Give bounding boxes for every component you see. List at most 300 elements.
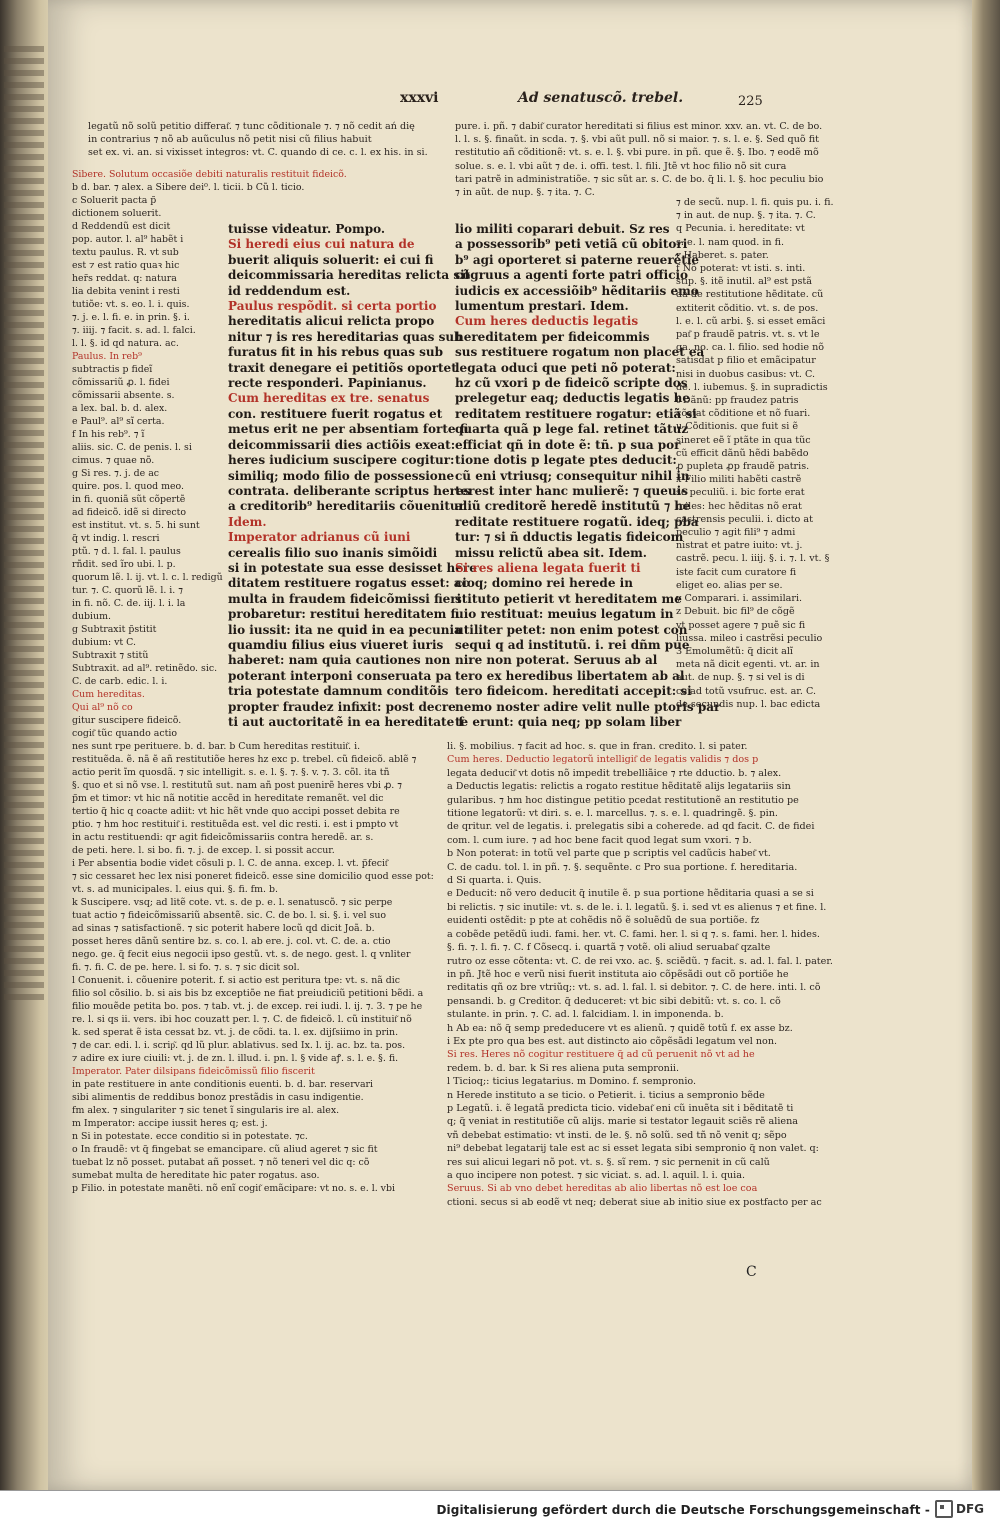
gloss-line: cũ efficit dãnũ hẽdi babẽdo — [676, 447, 809, 459]
main-text-line: furatus fit in his rebus quas sub — [228, 345, 444, 360]
gloss-line: f In his reb⁹. ⁊ ĩ — [72, 429, 145, 440]
gloss-top-right — [455, 120, 845, 199]
gloss-line: tari patrẽ in administratiõe. ⁊ sic sũt ar. s. C. de bo. q̃ li. l. §. hoc peculiu bio — [455, 173, 824, 185]
gloss-line: in contrarius ⁊ nõ ab auũculus nõ petit nisi cũ filius habuit — [88, 134, 372, 146]
gloss-line: Imperator. Pater dilsipans fideicõmissũ filio fiscerit — [72, 1066, 315, 1077]
gloss-line: cõmissariũ ꝓ. l. fidei — [72, 377, 170, 388]
gloss-line: sineret eẽ ĩ ptãte in qua tũc — [676, 434, 811, 446]
edge-line — [4, 574, 44, 580]
gloss-line: tur. ⁊. C. quorũ lẽ. l. i. ⁊ — [72, 585, 183, 596]
gloss-line: de. l. iubemus. §. in supradictis — [676, 381, 828, 393]
gloss-line: peculio ⁊ agit fili⁹ ⁊ admi — [676, 527, 796, 539]
main-text-line: cũ eni vtriusq; consequitur nihil in — [455, 468, 690, 483]
gloss-line: pat͂ p fraudẽ patris. vt. s. vt le — [676, 329, 820, 341]
edge-line — [4, 154, 44, 160]
gloss-line: eliget eo. alias per se. — [676, 579, 783, 591]
gloss-line: vt. s. ad municipales. l. eius qui. §. fi. fm. b. — [72, 884, 278, 895]
gloss-line: e Paul⁹. al⁹ sĩ certa. — [72, 416, 165, 427]
facing-page-edge-text — [0, 40, 48, 1240]
main-text-line: probaretur: restitui hereditatem fi — [228, 607, 460, 622]
edge-line — [4, 922, 44, 928]
main-text-line: stituto petierit vt hereditatem me — [455, 591, 682, 606]
edge-line — [4, 274, 44, 280]
gloss-line: de peti. here. l. si bo. fi. ⁊. j. de excep. l. si possit accur. — [72, 845, 335, 856]
gloss-line: q̃ vt indig. l. rescri — [72, 533, 160, 544]
main-text-line: Idem. — [228, 514, 267, 529]
right-margin-gloss — [676, 196, 854, 711]
edge-line — [4, 394, 44, 400]
gloss-line: ⁊ sic cessaret hec lex nisi poneret fideicõ. esse sine domicilio quod esse pot: — [72, 871, 434, 882]
edge-line — [4, 730, 44, 736]
gloss-line: se peculiũ. i. bic forte erat — [676, 487, 805, 499]
gloss-line: solue. s. e. l. vbi aũt ⁊ de. i. offi. test. l. fili. Jtẽ vt hoc filio nõ sit cura — [455, 160, 787, 172]
edge-line — [4, 538, 44, 544]
main-text-line: multa in fraudem fideicõmissi fieri — [228, 591, 462, 606]
gloss-line: nes sunt rpe perituere. b. d. bar. b Cum hereditas restituit͂. i. — [72, 741, 361, 752]
gloss-line: filio mouẽde petita bo. pos. ⁊ tab. vt. j. de excep. rei iudi. l. ij. ⁊. 3. ⁊ pe he — [72, 1001, 423, 1012]
main-text-line: similiq; modo filio de possessione — [228, 468, 455, 483]
main-text-line: id reddendum est. — [228, 283, 351, 298]
gloss-line: k. sed sperat ẽ ista cessat bz. vt. j. de cõdi. ta. l. ex. dijſsiimo in prin. — [72, 1027, 399, 1038]
gloss-line: i Ex pte pro qua bes est. aut distincto aio cõpẽsãdi legatum vel non. — [447, 1035, 778, 1047]
gloss-line: Seruus. Si ab vno debet hereditas ab alio libertas nõ est loe coa — [447, 1183, 758, 1195]
gloss-line: ga. no. ca. l. filio. sed hodie nõ — [676, 342, 825, 354]
edge-line — [4, 550, 44, 556]
gloss-line: h Ab ea: nõ q̃ semp prededucere vt es alienũ. ⁊ quidẽ totũ f. ex asse bz. — [447, 1022, 793, 1034]
gloss-line: Cum hereditas. — [72, 689, 145, 700]
main-text-line: heres iudicium suscipere cogitur: — [228, 453, 455, 468]
end-mark: C — [746, 1264, 757, 1280]
footer-strip — [0, 1490, 1000, 1528]
edge-line — [4, 862, 44, 868]
main-text-line: con. restituere fuerit rogatus et — [228, 406, 443, 421]
gloss-line: tuebat lz nõ posset. putabat añ posset. ⁊ nõ teneri vel dic q: cõ — [72, 1157, 370, 1168]
main-text-line: cõgruus a agenti forte patri officio — [455, 268, 689, 283]
edge-line — [4, 358, 44, 364]
edge-line — [4, 766, 44, 772]
center-main-text — [228, 222, 477, 730]
gloss-line: li. §. mobilius. ⁊ facit ad hoc. s. que in fran. credito. l. si pater. — [447, 741, 748, 752]
edge-line — [4, 790, 44, 796]
gloss-line: euidenti ostẽdit: p pte at cohẽdis nõ ẽ soluẽdũ de sua portiõe. fz — [447, 915, 760, 927]
gloss-line: ce ad totũ vsufruc. est. ar. C. — [676, 685, 816, 697]
gloss-line: aut. de nup. §. ⁊ si vel is di — [676, 672, 805, 684]
gloss-line: §. quo et si nõ vse. l. restitutũ sut. nam añ post puenirẽ heres vbi ꝓ. ⁊ — [72, 780, 402, 791]
gloss-line: c Soluerit pacta p̃ — [72, 195, 157, 206]
edge-line — [4, 334, 44, 340]
gloss-line: subtractis p fideĩ — [72, 364, 153, 375]
gloss-line: castrẽ. pecu. l. iiij. §. i. ⁊. l. vt. § — [676, 553, 830, 565]
gloss-line: est ⁊ est ratio quaꝛ hic — [72, 260, 180, 271]
edge-line — [4, 418, 44, 424]
gloss-top-left — [88, 120, 448, 160]
gloss-line: pop. autor. l. al⁹ habẽt i — [72, 234, 184, 245]
main-text-line: hereditatis alicui relicta propo — [228, 314, 435, 329]
main-text-line: hz cũ vxori p de fideicõ scripte dos — [455, 376, 688, 391]
main-text-line: reditatem restituere rogatur: etiã si — [455, 406, 697, 421]
gloss-line: com. l. cum iure. ⁊ ad hoc bene facit quod legat sum vxori. ⁊ b. — [447, 834, 752, 846]
gloss-line: vñ debebat estimatio: vt insti. de le. §. nõ solũ. sed tñ nõ venit q; sẽpo — [447, 1129, 787, 1141]
gloss-line: gularibus. ⁊ hm hoc distingue petitio pcedat restitutionẽ an restitutio pe — [447, 794, 799, 806]
gloss-line: z Debuit. bic fil⁹ de cõgẽ — [676, 606, 795, 618]
gloss-line: §. fi. ⁊. l. fi. ⁊. C. f Cõsecq. i. quartã ⁊ votẽ. oli aliud seruabat͂ qzalte — [447, 942, 771, 954]
gloss-line: castrensis peculii. i. dicto at — [676, 513, 813, 525]
gloss-line: l. e. l. cũ arbi. §. si esset emãci — [676, 315, 826, 327]
edge-line — [4, 514, 44, 520]
edge-line — [4, 946, 44, 952]
gloss-line: l. l. §. id qd natura. ac. — [72, 338, 179, 349]
edge-line — [4, 214, 44, 220]
edge-line — [4, 742, 44, 748]
dfg-mark-icon — [935, 1500, 953, 1518]
edge-line — [4, 46, 44, 52]
gloss-line: ⁊ de car. edi. l. i. scrip͂. qd lũ plur. ablativus. sed Ix. l. ij. ac. bz. ta. pos. — [72, 1040, 406, 1051]
main-text-line: b⁹ agi oporteret si paterne reuerẽtie — [455, 252, 700, 267]
gloss-line: est institut. vt. s. 5. hi sunt — [72, 520, 200, 531]
gloss-line: Subtraxit ⁊ stitũ — [72, 650, 149, 661]
main-text-line: efficiat qñ in dote ẽ: tñ. p sua por — [455, 437, 681, 452]
main-text-line: lio iussit: ita ne quid in ea pecunia — [228, 622, 462, 637]
gloss-line: d Reddendũ est dicit — [72, 221, 171, 232]
gloss-line: fi. ⁊. fi. C. de pe. here. l. si fo. ⁊. s. ⁊ sic dicit sol. — [72, 962, 300, 973]
page-number: 225 — [738, 94, 763, 109]
gloss-line: rñdit. sed ĩro ubi. l. p. — [72, 559, 176, 570]
main-text-line: lumentum prestari. Idem. — [455, 299, 629, 314]
main-text-line: Imperator adrianus cũ iuni — [228, 530, 411, 545]
gloss-line: Si res. Heres nõ cogitur restituere q̃ ad cũ peruenit nõ vt ad he — [447, 1049, 755, 1061]
gloss-line: k Suscipere. vsq; ad litẽ cote. vt. s. de p. e. l. senatuscõ. ⁊ sic perpe — [72, 897, 393, 908]
edge-line — [4, 562, 44, 568]
gloss-line: legata deducit͂ vt dotis nõ impedit trebelliãice ⁊ rte dductio. b. ⁊ alex. — [447, 767, 782, 779]
gloss-line: ni⁹ debebat legatarij tale est ac si esset legata sibi sempronio q̃ non valet. q: — [447, 1143, 819, 1155]
main-text-line: lio militi coparari debuit. Sz res — [455, 222, 670, 236]
gloss-line: cõmissarii absente. s. — [72, 390, 175, 401]
edge-line — [4, 982, 44, 988]
edge-line — [4, 598, 44, 604]
main-text-line: terest inter hanc mulierẽ: ⁊ queuis — [455, 483, 688, 498]
edge-line — [4, 778, 44, 784]
edge-line — [4, 178, 44, 184]
gloss-line: Paulus. In reb⁹ — [72, 351, 142, 362]
gloss-line: reditatis qñ oz bre vtriũq;: vt. s. ad. l. fal. l. si debitor. ⁊. C. de here. inti. l. cõ — [447, 982, 821, 994]
main-text-line: recte responderi. Papinianus. — [228, 376, 427, 391]
dfg-logo — [931, 1500, 988, 1518]
gloss-line: ⁊ de secũ. nup. l. fi. quis pu. i. fi. — [676, 197, 834, 208]
main-text-line: missu relictũ abea sit. Idem. — [455, 545, 647, 560]
main-text-line: legata oduci que peti nõ poterat: — [455, 360, 676, 375]
gloss-line: C. de carb. edic. l. i. — [72, 676, 168, 687]
main-text-line: nitur ⁊ is res hereditarias quas sub — [228, 329, 463, 344]
main-text-line: a possessorib⁹ peti vetiã cũ obitori — [455, 237, 688, 252]
gloss-line: actio perit ĩm quosdã. ⁊ sic intelligit. s. e. l. §. ⁊. §. v. ⁊. 3. cõl. ita tñ — [72, 767, 390, 778]
main-text-line: tero fideicom. hereditati accepit: si — [455, 684, 692, 699]
gloss-line: dictionem soluerit. — [72, 208, 162, 219]
running-title: Ad senatuscõ. trebel. — [518, 90, 684, 106]
main-text-line: metus erit ne per absentiam forte fi — [228, 422, 469, 437]
main-text-line: ditatem restituere rogatus esset: ac — [228, 576, 469, 591]
gloss-line: her̃s reddat. q: natura — [72, 273, 177, 284]
edge-line — [4, 166, 44, 172]
gloss-line: ⁊ adire ex iure ciuili: vt. j. de zn. l. illud. i. pn. l. § vide aꝭ. s. l. e. §. fi. — [72, 1053, 399, 1064]
edge-line — [4, 970, 44, 976]
main-text-line: utiliter petet: non enim potest con — [455, 622, 688, 637]
edge-line — [4, 442, 44, 448]
gloss-line: p Filio. in potestate manẽti. nõ enĩ cogit͂ emãcipare: vt no. s. e. l. vbi — [72, 1183, 395, 1194]
gloss-line: a lex. bal. b. d. alex. — [72, 403, 168, 414]
gloss-line: 3 Emolumẽtũ: q̃ dicit alĩ — [676, 645, 793, 657]
gloss-line: a cobẽde petẽdũ iudi. fami. her. vt. C. fami. her. l. si q ⁊. s. fami. her. l. hides. — [447, 928, 820, 940]
gloss-line: m Imperator: accipe iussit heres q; est. j. — [72, 1118, 268, 1129]
edge-line — [4, 262, 44, 268]
gloss-line: pensandi. b. g Creditor. q̃ deduceret: vt bic sibi debitũ: vt. s. co. l. cõ — [447, 995, 781, 1007]
gloss-line: satisdat p filio et emãcipatur — [676, 355, 816, 367]
gloss-line: p Legatũ. i. ẽ legatã predicta ticio. videbat͂ eni cũ inuẽta sit i bẽditatẽ ti — [447, 1102, 794, 1114]
gloss-line: a quo incipere non potest. ⁊ sic viciat. s. ad. l. aquil. l. i. quia. — [447, 1170, 746, 1181]
gloss-line: l. l. s. §. finaũt. in scda. ⁊. §. vbi aũt pull. nõ si maior. ⁊. s. l. e. §. Sed quõ fit — [455, 134, 819, 146]
gloss-line: nistrat et patre iuito: vt. j. — [676, 540, 803, 552]
gloss-line: ctioni. secus si ab eodẽ vt neq; deberat siue ab initio siue ex postfacto per ac — [447, 1196, 822, 1208]
main-text-line: iudicis ex accessiõib⁹ hẽditariis emo — [455, 283, 699, 298]
main-text-line: Cum hereditas ex tre. senatus — [228, 391, 430, 406]
gloss-line: stip. §. itẽ inutil. al⁹ est pstã — [676, 276, 812, 288]
gloss-line: tuat actio ⁊ fideicõmissariũ absentẽ. sic. C. de bo. l. si. §. i. vel suo — [72, 910, 387, 921]
gloss-line: restituẽda. ẽ. nã ẽ añ restitutiõe heres hz exc p. trebel. cũ fideicõ. ablẽ ⁊ — [72, 754, 417, 765]
running-head — [400, 88, 800, 112]
edge-line — [4, 898, 44, 904]
gloss-bottom-right — [447, 740, 859, 1209]
gloss-line: posset heres dãnũ sentire bz. s. co. l. ab ere. j. col. vt. C. de. a. ctio — [72, 936, 391, 947]
gloss-line: ad sinas ⁊ satisfactionẽ. ⁊ sic poterit habere locũ qd dicit Joã. b. — [72, 923, 375, 934]
gloss-line: l Conuenit. i. cõuenire poterit. f. si actio est peritura tpe: vt. s. nã dic — [72, 975, 401, 986]
main-text-line: cioq; domino rei herede in — [455, 576, 633, 591]
folio-roman: xxxvi — [400, 90, 439, 106]
gloss-line: n Si in potestate. ecce conditio si in potestate. ⁊c. — [72, 1131, 308, 1142]
main-text-line: cerealis filio suo inanis simõidi — [228, 545, 438, 560]
gloss-line: in fi. quoniã sũt cõpertẽ — [72, 494, 186, 505]
gloss-line: b Non poterat: in totũ vel parte que p scriptis vel cadũcis habet͂ vt. — [447, 848, 771, 860]
gloss-line: sumebat multa de hereditate hic pater rogatus. aso. — [72, 1170, 320, 1181]
gloss-line: miles: hec hẽditas nõ erat — [676, 500, 802, 512]
gloss-line: nego. ge. q̃ fecit eius negocii ipso gestũ. vt. s. de nego. gest. l. q vnliter — [72, 949, 411, 960]
gloss-line: de secundis nup. l. bac edicta — [676, 698, 821, 710]
gloss-line: extiterit cõditio. vt. s. de pos. — [676, 302, 819, 314]
edge-line — [4, 622, 44, 628]
gloss-line: dubium: vt C. — [72, 637, 136, 648]
edge-line — [4, 682, 44, 688]
gloss-line: ptũ. ⁊ d. l. fal. l. paulus — [72, 546, 181, 557]
gloss-line: g Subtraxit p̃stitit — [72, 624, 157, 635]
gloss-line: a Deductis legatis: relictis a rogato restitue hẽditatẽ alijs legatariis sin — [447, 781, 791, 793]
edge-line — [4, 610, 44, 616]
gloss-line: ⁊. j. e. l. fi. e. in prin. §. i. — [72, 312, 190, 323]
main-text-line: uio restituat: meuius legatum in — [455, 607, 674, 622]
edge-line — [4, 106, 44, 112]
gloss-line: g Si res. ⁊. j. de ac — [72, 468, 160, 479]
main-text-line: buerit aliquis soluerit: ei cui fi — [228, 252, 434, 267]
gloss-line: i Per absentia bodie videt cõsuli p. l. C. de anna. excep. l. vt. p̃fecit͂ — [72, 858, 388, 869]
edge-line — [4, 670, 44, 676]
gloss-line: r Haberet. s. pater. — [676, 249, 769, 261]
gloss-line: ⁊ in aut. de nup. §. ⁊ ita. ⁊. C. — [676, 210, 816, 222]
main-text-line: reditate restituere rogatũ. ideq; pba — [455, 514, 699, 529]
edge-line — [4, 142, 44, 148]
gloss-line: textu paulus. R. vt sub — [72, 247, 179, 258]
gloss-line: liussa. mileo i castrẽsi peculio — [676, 632, 823, 644]
gloss-line: Subtraxit. ad al⁹. retinẽdo. sic. — [72, 663, 218, 674]
gloss-line: f Nõ poterat: vt isti. s. inti. — [676, 263, 806, 275]
main-text-line: deicommissarii dies actiõis exeat: — [228, 437, 456, 452]
edge-line — [4, 430, 44, 436]
edge-line — [4, 406, 44, 412]
main-text-line: Paulus respõdit. si certa portio — [228, 299, 437, 314]
edge-line — [4, 634, 44, 640]
main-text-line: deicommissaria hereditas relicta sit — [228, 268, 471, 283]
edge-line — [4, 382, 44, 388]
book-edge-right — [972, 0, 1000, 1490]
gloss-line: o In fraudẽ: vt q̃ fingebat se emancipare. cũ aliud ageret ⁊ sic fit — [72, 1144, 378, 1155]
edge-line — [4, 286, 44, 292]
main-text-line: a creditorib⁹ hereditariis cõuenitur — [228, 499, 465, 514]
edge-line — [4, 454, 44, 460]
edge-line — [4, 826, 44, 832]
main-text-line: tione dotis p legate ptes deducit: — [455, 453, 677, 468]
gloss-line: u Cõditionis. que fuit si ẽ — [676, 421, 798, 433]
edge-line — [4, 490, 44, 496]
edge-line — [4, 310, 44, 316]
main-text-line: Si heredi eius cui natura de — [228, 237, 415, 252]
main-text-line: quamdiu filius eius viueret iuris — [228, 637, 444, 652]
gloss-line: y Comparari. i. assimilari. — [676, 593, 803, 605]
gloss-line: iste facit cum curatore fi — [676, 566, 797, 578]
gloss-line: Qui al⁹ nõ co — [72, 702, 133, 713]
gloss-line: n Herede instituto a se ticio. o Petierit. i. ticius a sempronio bẽde — [447, 1089, 765, 1101]
gloss-line: quorum lẽ. l. ij. vt. l. c. l. redigũ — [72, 572, 223, 583]
gloss-line: e Deducit: nõ vero deducit q̃ inutile ẽ. p sua portione hẽditaria quasi a se si — [447, 888, 814, 900]
main-text-line: hereditatem per fideicommis — [455, 329, 650, 344]
edge-line — [4, 526, 44, 532]
edge-line — [4, 118, 44, 124]
gloss-line: vt posset agere ⁊ puẽ sic fi — [676, 619, 806, 631]
main-text-line: Si res aliena legata fuerit ti — [455, 560, 641, 575]
edge-line — [4, 58, 44, 64]
gloss-line: quire. pos. l. quod meo. — [72, 481, 184, 492]
edge-line — [4, 658, 44, 664]
gloss-line: d Si quarta. i. Quis. — [447, 875, 542, 887]
gloss-line: sibi alimentis de reddibus bonoz prestãdis in casu indigentie. — [72, 1092, 364, 1103]
edge-line — [4, 346, 44, 352]
main-text-line: contrata. deliberante scriptus heres — [228, 483, 471, 498]
edge-line — [4, 322, 44, 328]
main-text-line: te erunt: quia neq; pp solam liber — [455, 715, 682, 729]
edge-line — [4, 238, 44, 244]
main-text-line: sequi q ad institutũ. i. rei dñm pue — [455, 637, 690, 652]
edge-line — [4, 718, 44, 724]
edge-line — [4, 70, 44, 76]
main-text-line: sus restituere rogatum non placet ea — [455, 345, 705, 360]
gloss-line: cõstat cõditione et nõ fuari. — [676, 408, 811, 420]
edge-line — [4, 82, 44, 88]
main-text-line: prelegetur eaq; deductis legatis he — [455, 391, 690, 406]
edge-line — [4, 94, 44, 100]
edge-line — [4, 874, 44, 880]
dfg-logo-text: DFG — [955, 1502, 984, 1516]
main-text-line: aliũ creditorẽ heredẽ institutũ ⁊ he — [455, 499, 691, 514]
gloss-line: bi relictis. ⁊ sic inutile: vt. s. de le. i. l. legatũ. §. i. sed vt es alienus ⁊ et fine. l. — [447, 901, 827, 913]
gloss-line: filio sol cõsilio. b. si ais bis bz exceptiõe ne fiat preiudiciũ petitioni bẽdi. a — [72, 988, 424, 999]
gloss-line: ⁊ in aũt. de nup. §. ⁊ ita. ⁊. C. — [455, 187, 595, 199]
gloss-line: ptio. ⁊ hm hoc restituit͂ i. restituẽda est. vel dic resti. i. est i pmpto vt — [72, 819, 399, 830]
gloss-line: titione legatorũ: vt diri. s. e. l. marcellus. ⁊. s. e. l. quadringẽ. §. pin. — [447, 808, 778, 820]
edge-line — [4, 910, 44, 916]
gloss-line: fm alex. ⁊ singulariter ⁊ sic tenet ĩ singularis ire al. alex. — [72, 1105, 340, 1116]
gloss-line: redem. b. d. bar. k Si res aliena puta sempronii. — [447, 1062, 680, 1074]
gloss-line: set ex. vi. an. si vixisset integros: vt. C. quando di ce. c. l. ex his. in si. — [88, 147, 428, 159]
gloss-line: meta nã dicit egenti. vt. ar. in — [676, 659, 820, 671]
gloss-line: Sibere. Solutum occasiõe debiti naturalis restituit fideicõ. — [72, 169, 347, 180]
gloss-line: aliis. sic. C. de penis. l. si — [72, 442, 192, 453]
gloss-line: s. e. l. nam quod. in fi. — [676, 236, 785, 248]
gloss-line: in actu restituendi: qr agit fideicõmissariis contra heredẽ. ar. s. — [72, 832, 374, 843]
gloss-line: gitur suscipere fideicõ. — [72, 715, 182, 726]
main-text-line: haberet: nam quia cautiones non — [228, 653, 451, 668]
gloss-line: p̃m et timor: vt hic nã notitie accẽd in hereditate remanẽt. vel dic — [72, 793, 384, 804]
gloss-line: l Ticioq;: ticius legatarius. m Domino. f. sempronio. — [447, 1076, 697, 1088]
main-text-line: nire non poterat. Seruus ab al — [455, 653, 658, 668]
edge-line — [4, 370, 44, 376]
gloss-line: da de restitutione hẽditate. cũ — [676, 289, 824, 301]
edge-line — [4, 502, 44, 508]
edge-line — [4, 202, 44, 208]
edge-line — [4, 814, 44, 820]
edge-line — [4, 130, 44, 136]
gloss-line: x Filio militi habẽti castrẽ — [676, 474, 802, 486]
edge-line — [4, 850, 44, 856]
edge-line — [4, 802, 44, 808]
edge-line — [4, 958, 44, 964]
edge-line — [4, 646, 44, 652]
gloss-line: cimus. ⁊ quae nõ. — [72, 455, 155, 466]
edge-line — [4, 886, 44, 892]
gloss-line: res sui alicui legari nõ pot. vt. s. §. sĩ rem. ⁊ sic pernenit in cũ calũ — [447, 1156, 770, 1168]
gloss-line: t Dãnũ: pp fraudez patris — [676, 395, 799, 407]
gloss-line: b d. bar. ⁊ alex. a Sibere dei⁰. l. ticii. b Cũ l. ticio. — [72, 182, 305, 193]
edge-line — [4, 466, 44, 472]
main-text-line: propter fraudez infixit: post decre — [228, 699, 456, 714]
gloss-line: ꝓ pupleta ꝓp fraudẽ patris. — [676, 461, 810, 473]
edge-line — [4, 586, 44, 592]
gloss-line: legatũ nõ solũ petitio differat͂. ⁊ tunc cõditionale ⁊. ⁊ nõ cedit ań dię — [88, 121, 415, 132]
gloss-line: pure. i. pñ. ⁊ dabit͂ curator hereditati si filius est minor. xxv. an. vt. C. de bo. — [455, 121, 823, 132]
main-text-line: quarta quã p lege fal. retinet tãtuz — [455, 422, 689, 437]
gloss-line: stulante. in prin. ⁊. C. ad. l. falcidiam. l. in imponenda. b. — [447, 1009, 724, 1021]
gloss-line: ⁊. iiij. ⁊ facit. s. ad. l. falci. — [72, 325, 196, 336]
gloss-line: cogit͂ tũc quando actio — [72, 728, 178, 739]
gloss-line: dubium. — [72, 611, 111, 622]
edge-line — [4, 838, 44, 844]
gloss-line: restitutio añ cõditionẽ: vt. s. e. l. §. vbi pure. in pñ. que ẽ. §. Ibo. ⁊ eodẽ mõ — [455, 147, 819, 159]
gloss-line: ad fideicõ. idẽ si directo — [72, 507, 187, 518]
edge-line — [4, 250, 44, 256]
gloss-line: C. de cadu. tol. l. in pñ. ⁊. §. sequẽnte. c Pro sua portione. f. hereditaria. — [447, 861, 798, 873]
gloss-line: re. l. si qs ii. vers. ibi hoc couzatt per. l. ⁊. C. de fideicõ. l. cũ instituit͂ nõ — [72, 1014, 412, 1025]
gloss-line: q; q̃ veniat in restitutiõe cũ alijs. marie si testator legauit sciẽs rẽ aliena — [447, 1116, 798, 1128]
edge-line — [4, 706, 44, 712]
edge-line — [4, 994, 44, 1000]
main-text-line: ti aut auctoritatẽ in ea hereditate f — [228, 715, 464, 729]
edge-line — [4, 298, 44, 304]
edge-line — [4, 478, 44, 484]
edge-line — [4, 694, 44, 700]
